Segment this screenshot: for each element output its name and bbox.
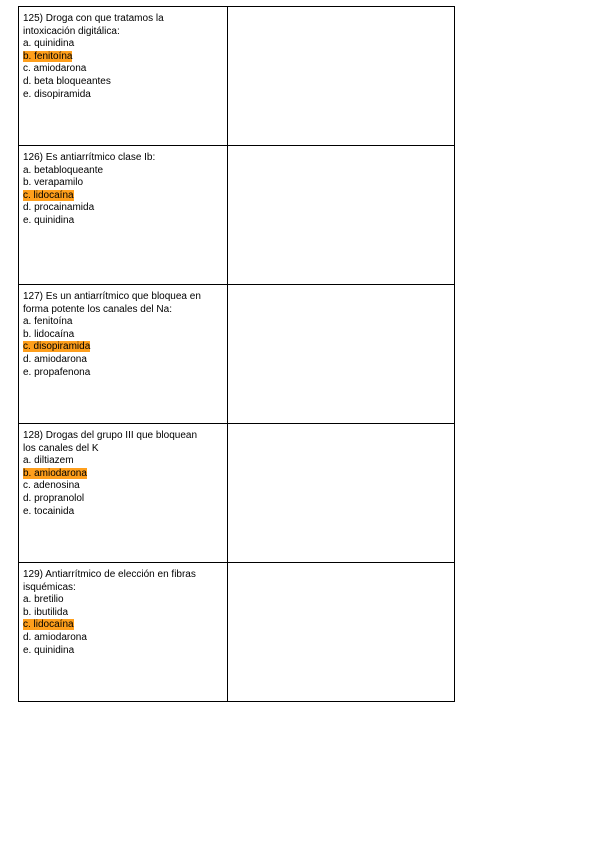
question-text: 126) Es antiarrítmico clase Ib: — [23, 152, 156, 163]
answer-option — [23, 594, 223, 607]
answer-option — [23, 506, 223, 519]
answer-option — [23, 316, 223, 329]
answer-option-text: d. amiodarona — [23, 353, 87, 365]
question-row — [19, 146, 455, 285]
answer-option-text: a. quinidina — [23, 38, 75, 50]
question-text: isquémicas: — [23, 581, 76, 593]
answer-space-cell — [228, 563, 455, 702]
question-row — [19, 285, 455, 424]
answer-option-text: e. quinidina — [23, 214, 75, 226]
answer-option-text: d. amiodarona — [23, 631, 87, 643]
question-cell — [19, 7, 228, 146]
answer-option — [23, 76, 223, 89]
answer-space-cell — [228, 424, 455, 563]
question-row — [19, 7, 455, 146]
answer-option — [23, 51, 223, 64]
answer-option — [23, 632, 223, 645]
answer-option — [23, 329, 223, 342]
question-text: 125) Droga con que tratamos la — [23, 13, 164, 24]
question-row — [19, 424, 455, 563]
answer-option — [23, 190, 223, 203]
question-table — [18, 6, 455, 702]
answer-space-cell — [228, 146, 455, 285]
answer-option-text: b. lidocaína — [23, 328, 75, 340]
answer-option — [23, 480, 223, 493]
question-text: intoxicación digitálica: — [23, 25, 120, 37]
question-cell — [19, 563, 228, 702]
question-text: 128) Drogas del grupo III que bloquean — [23, 430, 198, 441]
answer-option-text: a. bretilio — [23, 594, 64, 606]
answer-option-text: e. disopiramida — [23, 88, 91, 100]
answer-option-text: e. tocainida — [23, 505, 75, 517]
answer-option — [23, 63, 223, 76]
answer-option-text: b. ibutilida — [23, 606, 69, 618]
question-text: 127) Es un antiarrítmico que bloquea en — [23, 291, 201, 302]
answer-option-text: d. procainamida — [23, 202, 95, 214]
question-text: 129) Antiarrítmico de elección en fibras — [23, 569, 196, 580]
answer-option — [23, 89, 223, 102]
answer-option-text: a. betabloqueante — [23, 164, 104, 176]
answer-option-text: d. beta bloqueantes — [23, 75, 111, 87]
answer-option — [23, 619, 223, 632]
question-cell — [19, 424, 228, 563]
answer-option — [23, 165, 223, 178]
answer-option — [23, 455, 223, 468]
answer-option-text: c. adenosina — [23, 480, 80, 492]
answer-option-text: b. verapamilo — [23, 177, 84, 189]
answer-option-text: e. propafenona — [23, 366, 91, 378]
answer-option — [23, 202, 223, 215]
answer-option — [23, 215, 223, 228]
answer-option — [23, 354, 223, 367]
correct-answer-highlight: c. lidocaína — [23, 619, 74, 631]
answer-option-text: c. amiodarona — [23, 63, 87, 75]
correct-answer-highlight: c. disopiramida — [23, 341, 91, 353]
answer-option — [23, 177, 223, 190]
question-row — [19, 563, 455, 702]
answer-option-text: a. fenitoína — [23, 316, 73, 328]
correct-answer-highlight: b. amiodarona — [23, 467, 87, 479]
answer-option-text: a. diltiazem — [23, 455, 74, 467]
answer-space-cell — [228, 7, 455, 146]
answer-option — [23, 38, 223, 51]
answer-option — [23, 341, 223, 354]
answer-option — [23, 607, 223, 620]
answer-option — [23, 367, 223, 380]
answer-option-text: e. quinidina — [23, 644, 75, 656]
correct-answer-highlight: b. fenitoína — [23, 50, 73, 62]
answer-option — [23, 645, 223, 658]
answer-option — [23, 493, 223, 506]
question-cell — [19, 146, 228, 285]
question-text: forma potente los canales del Na: — [23, 303, 172, 315]
answer-option-text: d. propranolol — [23, 492, 85, 504]
answer-option — [23, 468, 223, 481]
question-cell — [19, 285, 228, 424]
answer-space-cell — [228, 285, 455, 424]
question-text: los canales del K — [23, 442, 99, 454]
correct-answer-highlight: c. lidocaína — [23, 189, 74, 201]
